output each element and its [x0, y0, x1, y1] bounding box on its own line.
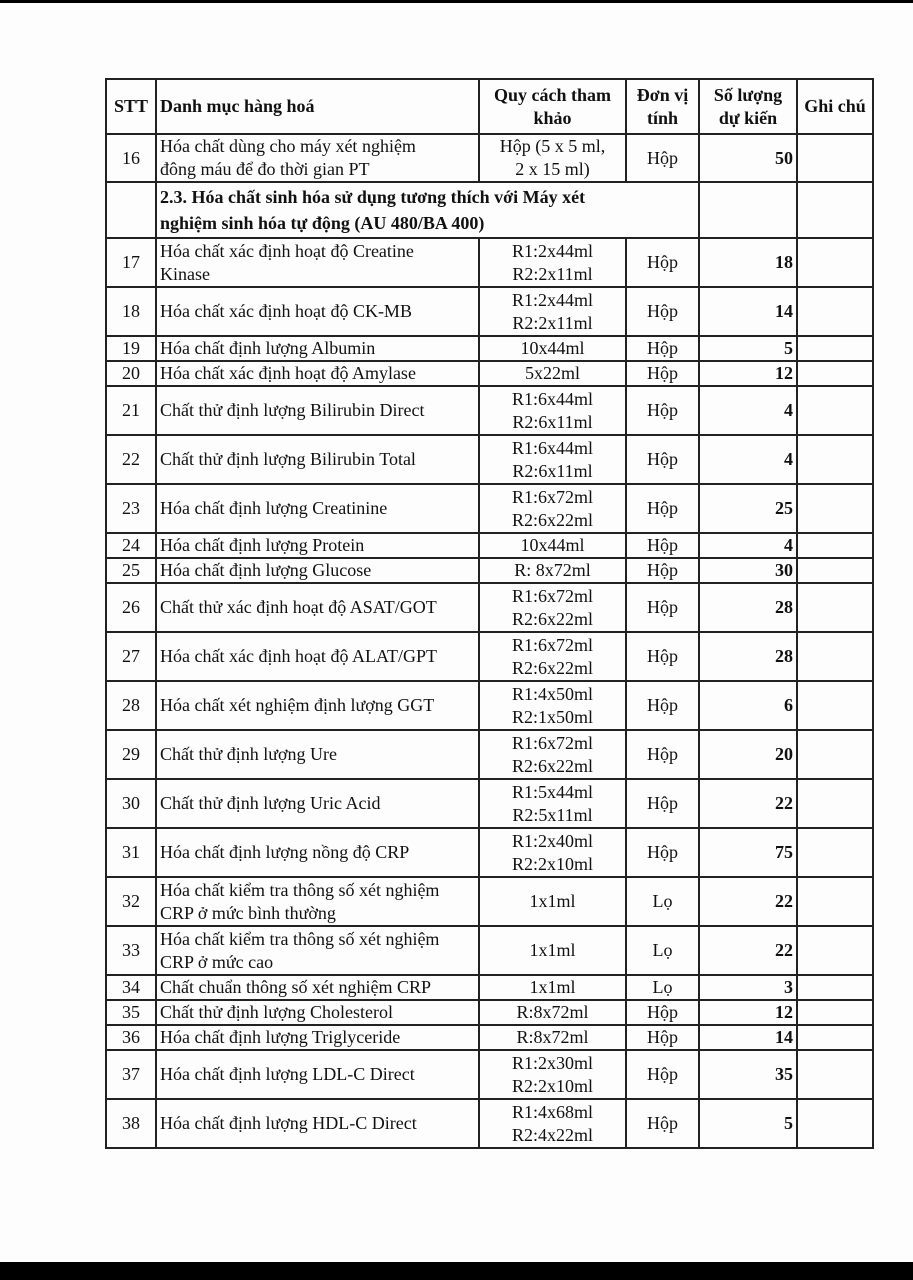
- cell-note: [797, 1000, 873, 1025]
- cell-qty: 20: [699, 730, 797, 779]
- cell-qty: 4: [699, 435, 797, 484]
- cell-name: [156, 975, 479, 1000]
- table-row: [106, 681, 873, 730]
- section-stt-cell: [106, 182, 156, 238]
- cell-spec-line: R2:6x22ml: [511, 608, 593, 629]
- cell-name-line: Hóa chất kiểm tra thông số xét nghiệm: [160, 928, 440, 949]
- table-row: [106, 134, 873, 182]
- section-title-line2: nghiệm sinh hóa tự động (AU 480/BA 400): [160, 213, 485, 233]
- cell-spec: [479, 681, 626, 730]
- cell-name-line: Hóa chất định lượng Triglyceride: [160, 1027, 401, 1047]
- cell-spec: [479, 632, 626, 681]
- cell-name-line: CRP ở mức bình thường: [160, 902, 336, 923]
- header-qty-line1: Số lượng: [713, 84, 783, 105]
- cell-spec: [479, 1000, 626, 1025]
- cell-spec-line: R:8x72ml: [516, 1002, 589, 1022]
- cell-name-line: Chất thử định lượng Cholesterol: [160, 1002, 394, 1022]
- cell-stt: 33: [106, 926, 156, 975]
- table-row: [106, 238, 873, 287]
- cell-spec: [479, 287, 626, 336]
- top-black-border: [0, 0, 913, 3]
- cell-qty: 25: [699, 484, 797, 533]
- header-spec: [479, 79, 626, 134]
- cell-name: [156, 1025, 479, 1050]
- cell-name-line: Hóa chất định lượng Protein: [160, 535, 365, 555]
- cell-spec: [479, 336, 626, 361]
- cell-qty: 14: [699, 1025, 797, 1050]
- table-row: [106, 336, 873, 361]
- cell-name-line: Hóa chất định lượng Creatinine: [160, 498, 388, 518]
- cell-qty: 14: [699, 287, 797, 336]
- cell-unit: Hộp: [626, 1050, 699, 1099]
- cell-spec-line: R1:4x50ml: [511, 683, 593, 704]
- cell-unit: Hộp: [626, 730, 699, 779]
- cell-name-line: Kinase: [160, 263, 210, 284]
- cell-note: [797, 484, 873, 533]
- cell-stt: 17: [106, 238, 156, 287]
- cell-note: [797, 583, 873, 632]
- cell-name-line: Hóa chất xác định hoạt độ Amylase: [160, 363, 416, 383]
- section-note-cell: [797, 182, 873, 238]
- cell-qty: 4: [699, 533, 797, 558]
- cell-name-line: Chất thử định lượng Bilirubin Direct: [160, 400, 425, 420]
- cell-name: [156, 681, 479, 730]
- table-row: [106, 1025, 873, 1050]
- cell-note: [797, 632, 873, 681]
- cell-spec-line: R2:6x22ml: [511, 755, 593, 776]
- cell-stt: 28: [106, 681, 156, 730]
- cell-spec: [479, 1025, 626, 1050]
- cell-stt: 32: [106, 877, 156, 926]
- cell-name: [156, 238, 479, 287]
- cell-stt: 23: [106, 484, 156, 533]
- cell-note: [797, 681, 873, 730]
- cell-spec: [479, 926, 626, 975]
- cell-note: [797, 730, 873, 779]
- cell-unit: Hộp: [626, 386, 699, 435]
- cell-note: [797, 779, 873, 828]
- cell-name-line: Hóa chất định lượng HDL-C Direct: [160, 1113, 417, 1133]
- cell-qty: 28: [699, 632, 797, 681]
- cell-spec: [479, 975, 626, 1000]
- cell-name: [156, 558, 479, 583]
- cell-name-line: Chất chuẩn thông số xét nghiệm CRP: [160, 977, 431, 997]
- table-row: [106, 484, 873, 533]
- cell-name: [156, 484, 479, 533]
- cell-name-line: Chất thử xác định hoạt độ ASAT/GOT: [160, 597, 437, 617]
- header-qty-line2: dự kiến: [718, 107, 778, 128]
- table-row: [106, 386, 873, 435]
- cell-unit: Hộp: [626, 828, 699, 877]
- cell-qty: 12: [699, 361, 797, 386]
- cell-stt: 21: [106, 386, 156, 435]
- cell-stt: 29: [106, 730, 156, 779]
- cell-name: [156, 1099, 479, 1148]
- cell-name: [156, 632, 479, 681]
- cell-spec-line: R1:6x72ml: [511, 732, 593, 753]
- cell-note: [797, 435, 873, 484]
- cell-spec-line: R1:6x44ml: [511, 437, 593, 458]
- cell-qty: 22: [699, 779, 797, 828]
- cell-name: [156, 779, 479, 828]
- header-unit-line2: tính: [646, 107, 679, 128]
- table-row: [106, 632, 873, 681]
- cell-note: [797, 1050, 873, 1099]
- cell-note: [797, 361, 873, 386]
- cell-unit: Hộp: [626, 238, 699, 287]
- cell-stt: 35: [106, 1000, 156, 1025]
- cell-spec: [479, 558, 626, 583]
- cell-stt: 31: [106, 828, 156, 877]
- header-stt: STT: [106, 79, 156, 134]
- cell-stt: 16: [106, 134, 156, 182]
- cell-name: [156, 134, 479, 182]
- cell-spec-line: R2:6x22ml: [511, 657, 593, 678]
- cell-spec-line: 5x22ml: [524, 363, 580, 383]
- cell-name-line: Hóa chất định lượng nồng độ CRP: [160, 842, 410, 862]
- cell-spec-line: R1:6x72ml: [511, 585, 593, 606]
- section-row: [106, 182, 873, 238]
- cell-qty: 28: [699, 583, 797, 632]
- cell-spec-line: R1:2x40ml: [511, 830, 593, 851]
- cell-note: [797, 287, 873, 336]
- cell-unit: Hộp: [626, 779, 699, 828]
- cell-qty: 30: [699, 558, 797, 583]
- cell-name: [156, 361, 479, 386]
- cell-qty: 12: [699, 1000, 797, 1025]
- cell-unit: Hộp: [626, 558, 699, 583]
- cell-qty: 75: [699, 828, 797, 877]
- cell-spec: [479, 828, 626, 877]
- section-title: [156, 182, 699, 238]
- cell-qty: 35: [699, 1050, 797, 1099]
- cell-stt: 36: [106, 1025, 156, 1050]
- cell-unit: Lọ: [626, 926, 699, 975]
- cell-note: [797, 975, 873, 1000]
- cell-name-line: CRP ở mức cao: [160, 951, 274, 972]
- cell-spec-line: R2:2x10ml: [511, 853, 593, 874]
- table-row: [106, 730, 873, 779]
- table-row: [106, 779, 873, 828]
- cell-name-line: Chất thử định lượng Bilirubin Total: [160, 449, 416, 469]
- cell-spec-line: R1:6x72ml: [511, 486, 593, 507]
- cell-note: [797, 1025, 873, 1050]
- cell-name-line: Hóa chất định lượng Albumin: [160, 338, 376, 358]
- cell-qty: 50: [699, 134, 797, 182]
- cell-stt: 19: [106, 336, 156, 361]
- cell-unit: Hộp: [626, 1000, 699, 1025]
- header-name: Danh mục hàng hoá: [156, 79, 479, 134]
- cell-note: [797, 1099, 873, 1148]
- header-qty: [699, 79, 797, 134]
- cell-name: [156, 1050, 479, 1099]
- cell-spec-line: R1:6x44ml: [511, 388, 593, 409]
- cell-spec-line: 1x1ml: [529, 891, 576, 911]
- cell-stt: 38: [106, 1099, 156, 1148]
- cell-name: [156, 730, 479, 779]
- cell-stt: 24: [106, 533, 156, 558]
- cell-stt: 18: [106, 287, 156, 336]
- cell-stt: 34: [106, 975, 156, 1000]
- table-row: [106, 1000, 873, 1025]
- cell-name: [156, 1000, 479, 1025]
- cell-note: [797, 336, 873, 361]
- cell-name: [156, 926, 479, 975]
- header-unit: [626, 79, 699, 134]
- cell-spec: [479, 435, 626, 484]
- header-spec-line2: khảo: [533, 107, 572, 128]
- table-row: [106, 533, 873, 558]
- cell-name-line: đông máu để đo thời gian PT: [160, 159, 370, 179]
- header-unit-line1: Đơn vị: [636, 84, 689, 105]
- cell-unit: Hộp: [626, 681, 699, 730]
- header-spec-line1: Quy cách tham: [494, 84, 611, 105]
- cell-spec-line: R2:6x22ml: [511, 509, 593, 530]
- table-row: [106, 828, 873, 877]
- cell-note: [797, 558, 873, 583]
- cell-qty: 6: [699, 681, 797, 730]
- cell-unit: Hộp: [626, 1099, 699, 1148]
- cell-name-line: Hóa chất xác định hoạt độ ALAT/GPT: [160, 646, 437, 666]
- cell-stt: 22: [106, 435, 156, 484]
- cell-qty: 22: [699, 926, 797, 975]
- cell-spec: [479, 533, 626, 558]
- cell-name: [156, 583, 479, 632]
- cell-spec-line: R2:2x11ml: [512, 312, 593, 333]
- cell-spec: [479, 779, 626, 828]
- cell-spec: [479, 1050, 626, 1099]
- cell-note: [797, 533, 873, 558]
- cell-spec-line: R1:6x72ml: [511, 634, 593, 655]
- cell-spec-line: R:8x72ml: [516, 1027, 589, 1047]
- cell-spec-line: R2:2x10ml: [511, 1075, 593, 1096]
- goods-table: [105, 78, 874, 1149]
- table-header-row: [106, 79, 873, 134]
- cell-spec: [479, 134, 626, 182]
- cell-name: [156, 828, 479, 877]
- table-row: [106, 287, 873, 336]
- cell-name: [156, 336, 479, 361]
- cell-name: [156, 386, 479, 435]
- cell-spec: [479, 238, 626, 287]
- cell-spec-line: Hộp (5 x 5 ml,: [499, 136, 606, 156]
- cell-name: [156, 877, 479, 926]
- cell-name-line: Hóa chất định lượng Glucose: [160, 560, 372, 580]
- cell-unit: Lọ: [626, 877, 699, 926]
- cell-spec: [479, 583, 626, 632]
- cell-spec-line: R1:5x44ml: [511, 781, 593, 802]
- cell-stt: 25: [106, 558, 156, 583]
- table-row: [106, 558, 873, 583]
- cell-spec-line: 1x1ml: [529, 940, 576, 960]
- cell-qty: 5: [699, 1099, 797, 1148]
- cell-note: [797, 238, 873, 287]
- cell-name-line: Hóa chất xác định hoạt độ Creatine: [160, 240, 414, 261]
- cell-unit: Hộp: [626, 484, 699, 533]
- cell-spec-line: 10x44ml: [520, 535, 585, 555]
- section-qty-cell: [699, 182, 797, 238]
- cell-spec-line: R2:4x22ml: [511, 1124, 593, 1145]
- cell-spec-line: 10x44ml: [520, 338, 585, 358]
- cell-unit: Hộp: [626, 1025, 699, 1050]
- cell-qty: 4: [699, 386, 797, 435]
- cell-spec-line: R2:1x50ml: [511, 706, 593, 727]
- bottom-black-border: [0, 1262, 913, 1280]
- table-row: [106, 435, 873, 484]
- table-row: [106, 1099, 873, 1148]
- cell-name-line: Hóa chất định lượng LDL-C Direct: [160, 1064, 415, 1084]
- cell-spec-line: R1:4x68ml: [511, 1101, 593, 1122]
- cell-name: [156, 287, 479, 336]
- cell-spec: [479, 730, 626, 779]
- cell-unit: Hộp: [626, 632, 699, 681]
- cell-note: [797, 877, 873, 926]
- cell-name-line: Chất thử định lượng Uric Acid: [160, 793, 381, 813]
- cell-qty: 3: [699, 975, 797, 1000]
- cell-note: [797, 926, 873, 975]
- cell-stt: 20: [106, 361, 156, 386]
- cell-spec-line: R2:2x11ml: [512, 263, 593, 284]
- cell-stt: 37: [106, 1050, 156, 1099]
- cell-spec: [479, 386, 626, 435]
- cell-stt: 26: [106, 583, 156, 632]
- table-row: [106, 583, 873, 632]
- cell-spec-line: R2:5x11ml: [512, 804, 593, 825]
- cell-note: [797, 134, 873, 182]
- cell-unit: Hộp: [626, 287, 699, 336]
- cell-qty: 5: [699, 336, 797, 361]
- cell-name: [156, 533, 479, 558]
- cell-name-line: Hóa chất xác định hoạt độ CK-MB: [160, 301, 412, 321]
- cell-unit: Hộp: [626, 336, 699, 361]
- header-note: Ghi chú: [797, 79, 873, 134]
- cell-spec-line: R1:2x30ml: [511, 1052, 593, 1073]
- section-title-line1: 2.3. Hóa chất sinh hóa sử dụng tương thích với Máy xét: [160, 187, 586, 207]
- cell-unit: Hộp: [626, 533, 699, 558]
- cell-spec-line: R2:6x11ml: [512, 411, 593, 432]
- cell-name-line: Hóa chất dùng cho máy xét nghiệm: [160, 136, 416, 156]
- cell-name: [156, 435, 479, 484]
- cell-name-line: Hóa chất xét nghiệm định lượng GGT: [160, 695, 435, 715]
- cell-unit: Lọ: [626, 975, 699, 1000]
- table-row: [106, 1050, 873, 1099]
- cell-stt: 27: [106, 632, 156, 681]
- cell-spec: [479, 1099, 626, 1148]
- cell-unit: Hộp: [626, 134, 699, 182]
- cell-note: [797, 828, 873, 877]
- cell-name-line: Chất thử định lượng Ure: [160, 744, 338, 764]
- cell-spec-line: R1:2x44ml: [511, 289, 593, 310]
- cell-spec: [479, 361, 626, 386]
- table-row: [106, 926, 873, 975]
- cell-qty: 18: [699, 238, 797, 287]
- cell-spec: [479, 484, 626, 533]
- cell-spec: [479, 877, 626, 926]
- cell-spec-line: R2:6x11ml: [512, 460, 593, 481]
- cell-note: [797, 386, 873, 435]
- cell-unit: Hộp: [626, 361, 699, 386]
- cell-spec-line: R1:2x44ml: [511, 240, 593, 261]
- table-row: [106, 877, 873, 926]
- cell-name-line: Hóa chất kiểm tra thông số xét nghiệm: [160, 879, 440, 900]
- cell-spec-line: R: 8x72ml: [514, 560, 591, 580]
- cell-unit: Hộp: [626, 583, 699, 632]
- table-row: [106, 975, 873, 1000]
- cell-qty: 22: [699, 877, 797, 926]
- table-row: [106, 361, 873, 386]
- cell-spec-line: 1x1ml: [529, 977, 576, 997]
- cell-unit: Hộp: [626, 435, 699, 484]
- cell-spec-line: 2 x 15 ml): [515, 159, 590, 179]
- cell-stt: 30: [106, 779, 156, 828]
